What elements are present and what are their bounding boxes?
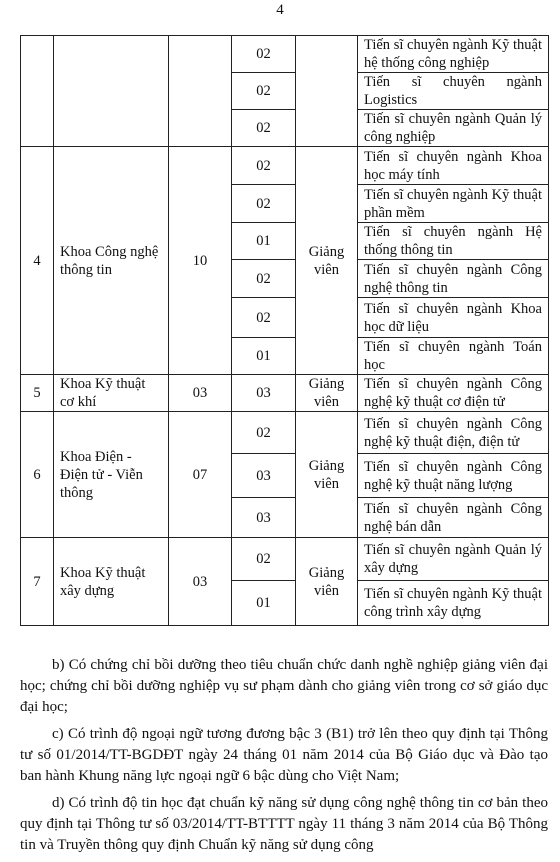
recruitment-table <box>20 35 549 626</box>
cell-quantity: 02 <box>232 298 296 338</box>
cell-total: 10 <box>169 147 232 375</box>
cell-quantity: 03 <box>232 375 296 412</box>
cell-total <box>169 36 232 147</box>
cell-quantity: 02 <box>232 260 296 298</box>
table-row <box>21 375 549 412</box>
cell-major: Tiến sĩ chuyên ngành Kỹ thuật hệ thống công nghiệp <box>358 36 549 73</box>
cell-quantity: 02 <box>232 147 296 185</box>
cell-major: Tiến sĩ chuyên ngành Quản lý xây dựng <box>358 538 549 581</box>
table-row <box>21 147 549 185</box>
cell-stt: 5 <box>21 375 54 412</box>
cell-quantity: 02 <box>232 412 296 454</box>
cell-major: Tiến sĩ chuyên ngành Kỹ thuật phần mềm <box>358 185 549 223</box>
cell-position: Giảng viên <box>296 147 358 375</box>
cell-quantity: 03 <box>232 454 296 498</box>
cell-major: Tiến sĩ chuyên ngành Hệ thống thông tin <box>358 223 549 260</box>
cell-total: 07 <box>169 412 232 538</box>
cell-quantity: 02 <box>232 73 296 110</box>
page-number: 4 <box>276 2 284 18</box>
cell-position: Giảng viên <box>296 375 358 412</box>
paragraph-c: c) Có trình độ ngoại ngữ tương đương bậc 3 (B1) trở lên theo quy định tại Thông tư số 01/2014/TT-BGDĐT ngày 24 tháng 01 năm 2014 của Bộ Giáo dục và Đào tạo ban hành Khung năng lực ngoại ngữ 6 bậc dùng cho Việt Nam; <box>20 726 548 784</box>
cell-major: Tiến sĩ chuyên ngành Công nghệ kỹ thuật cơ điện tử <box>358 375 549 412</box>
cell-stt: 7 <box>21 538 54 626</box>
cell-major: Tiến sĩ chuyên ngành Công nghệ thông tin <box>358 260 549 298</box>
table-row <box>21 36 549 73</box>
cell-major: Tiến sĩ chuyên ngành Khoa học dữ liệu <box>358 298 549 338</box>
cell-quantity: 01 <box>232 223 296 260</box>
cell-position: Giảng viên <box>296 538 358 626</box>
cell-quantity: 01 <box>232 581 296 626</box>
cell-quantity: 02 <box>232 36 296 73</box>
cell-unit: Khoa Điện - Điện tử - Viễn thông <box>54 412 169 538</box>
cell-major: Tiến sĩ chuyên ngành Khoa học máy tính <box>358 147 549 185</box>
cell-major: Tiến sĩ chuyên ngành Công nghệ bán dẫn <box>358 498 549 538</box>
cell-quantity: 02 <box>232 538 296 581</box>
cell-total: 03 <box>169 375 232 412</box>
cell-stt: 6 <box>21 412 54 538</box>
cell-major: Tiến sĩ chuyên ngành Công nghệ kỹ thuật điện, điện tử <box>358 412 549 454</box>
cell-total: 03 <box>169 538 232 626</box>
cell-major: Tiến sĩ chuyên ngành Quản lý công nghiệp <box>358 110 549 147</box>
requirements-text <box>20 655 548 862</box>
table-row <box>21 412 549 454</box>
cell-major: Tiến sĩ chuyên ngành Kỹ thuật công trình xây dựng <box>358 581 549 626</box>
cell-stt: 4 <box>21 147 54 375</box>
table-row <box>21 538 549 581</box>
cell-quantity: 03 <box>232 498 296 538</box>
cell-quantity: 02 <box>232 185 296 223</box>
paragraph-b: b) Có chứng chỉ bồi dưỡng theo tiêu chuẩn chức danh nghề nghiệp giảng viên đại học; chứng chỉ bồi dưỡng nghiệp vụ sư phạm dành cho giảng viên trong cơ sở giáo dục đại học; <box>20 657 548 715</box>
cell-unit: Khoa Kỹ thuật cơ khí <box>54 375 169 412</box>
cell-position <box>296 36 358 147</box>
cell-position: Giảng viên <box>296 412 358 538</box>
cell-major: Tiến sĩ chuyên ngành Toán học <box>358 338 549 375</box>
cell-major: Tiến sĩ chuyên ngành Logistics <box>358 73 549 110</box>
cell-unit <box>54 36 169 147</box>
cell-unit: Khoa Công nghệ thông tin <box>54 147 169 375</box>
cell-unit: Khoa Kỹ thuật xây dựng <box>54 538 169 626</box>
cell-stt <box>21 36 54 147</box>
paragraph-d: d) Có trình độ tin học đạt chuẩn kỹ năng sử dụng công nghệ thông tin cơ bản theo quy định tại Thông tư số 03/2014/TT-BTTTT ngày 11 tháng 3 năm 2014 của Bộ Thông tin và Truyền thông quy định Chuẩn kỹ năng sử dụng công <box>20 795 548 853</box>
cell-quantity: 01 <box>232 338 296 375</box>
cell-quantity: 02 <box>232 110 296 147</box>
cell-major: Tiến sĩ chuyên ngành Công nghệ kỹ thuật năng lượng <box>358 454 549 498</box>
